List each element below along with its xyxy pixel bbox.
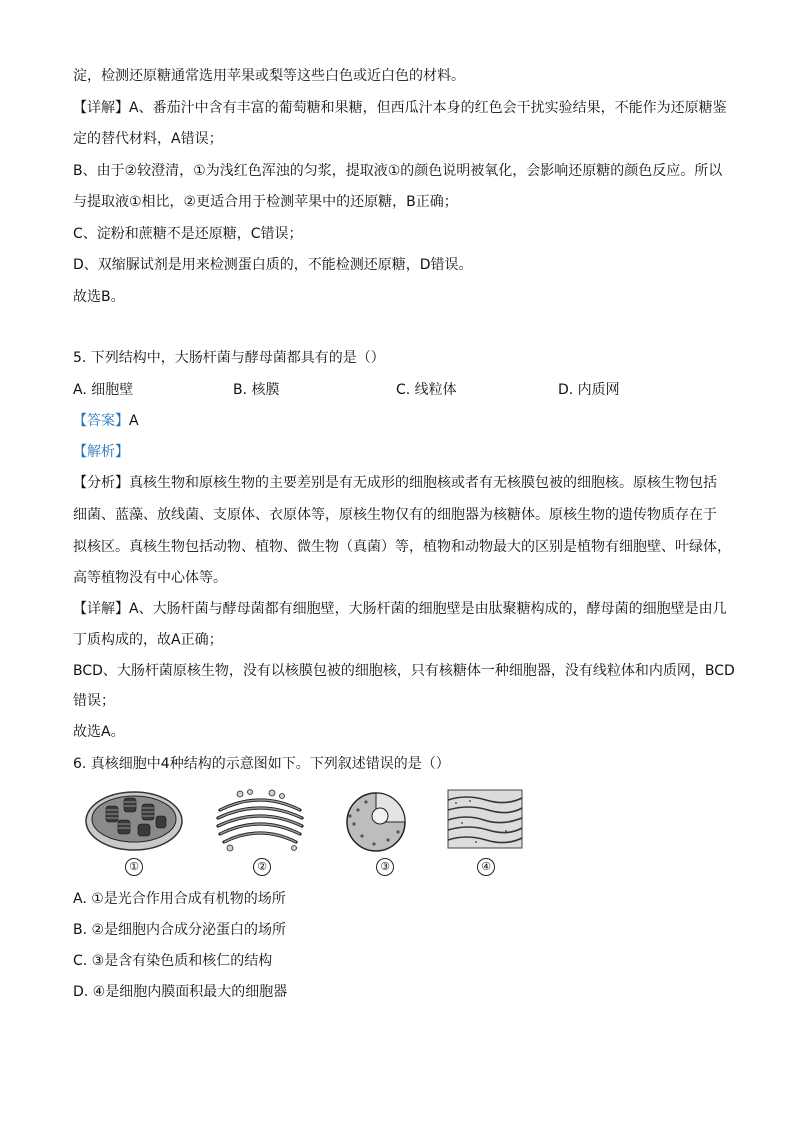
- q4-option-b-line: 与提取液①相比，②更适合用于检测苹果中的还原糖，B正确；: [73, 194, 458, 210]
- figure-label-4: ④: [477, 858, 495, 876]
- nucleus-figure: [336, 788, 416, 854]
- q5-answer: [73, 411, 139, 431]
- figure-label-1: ①: [125, 858, 143, 876]
- chloroplast-figure: [84, 788, 184, 854]
- golgi-figure: [210, 788, 310, 854]
- q5-option-a: A. 细胞壁: [73, 382, 134, 398]
- q5-analysis-line: 【分析】真核生物和原核生物的主要差别是有无成形的细胞核或者有无核膜包被的细胞核。原核生物包括: [73, 475, 717, 491]
- analysis-tag: 【解析】: [73, 444, 129, 460]
- q5-option-c: C. 线粒体: [396, 382, 457, 398]
- q5-stem: 5. 下列结构中，大肠杆菌与酵母菌都具有的是（）: [73, 350, 385, 366]
- q4-option-b-line: B、由于②较澄清，①为浅红色浑浊的匀浆，提取液①的颜色说明被氧化，会影响还原糖的颜色反应。所以: [73, 163, 723, 179]
- q5-detail-line: 错误；: [73, 693, 115, 709]
- q5-analysis-line: 高等植物没有中心体等。: [73, 570, 227, 586]
- q5-option-d: D. 内质网: [558, 382, 620, 398]
- figure-label-2: ②: [253, 858, 271, 876]
- q4-option-c-line: C、淀粉和蔗糖不是还原糖，C错误；: [73, 226, 303, 242]
- q6-option-b: B. ②是细胞内合成分泌蛋白的场所: [73, 922, 287, 938]
- q6-stem: 6. 真核细胞中4种结构的示意图如下。下列叙述错误的是（）: [73, 756, 450, 772]
- q5-analysis-line: 细菌、蓝藻、放线菌、支原体、衣原体等，原核生物仅有的细胞器为核糖体。原核生物的遗传物质存在于: [73, 507, 717, 523]
- q4-option-d-line: D、双缩脲试剂是用来检测蛋白质的，不能检测还原糖，D错误。: [73, 257, 473, 273]
- q4-detail-line: 定的替代材料，A错误；: [73, 131, 223, 147]
- q6-option-a: A. ①是光合作用合成有机物的场所: [73, 891, 286, 907]
- answer-value: A: [129, 413, 139, 429]
- q4-detail-line: 【详解】A、番茄汁中含有丰富的葡萄糖和果糖，但西瓜汁本身的红色会干扰实验结果，不能作为还原糖鉴: [73, 100, 727, 116]
- figure-label-3: ③: [376, 858, 394, 876]
- er-figure: [446, 788, 524, 850]
- q6-option-c: C. ③是含有染色质和核仁的结构: [73, 953, 273, 969]
- q5-detail-line: 丁质构成的，故A正确；: [73, 632, 223, 648]
- q5-choice: 故选A。: [73, 724, 125, 740]
- q5-analysis-line: 拟核区。真核生物包括动物、植物、微生物（真菌）等，植物和动物最大的区别是植物有细胞壁、叶绿体，: [73, 539, 731, 555]
- answer-tag: 【答案】: [73, 413, 129, 429]
- q4-choice: 故选B。: [73, 289, 125, 305]
- q4-text-line: 淀，检测还原糖通常选用苹果或梨等这些白色或近白色的材料。: [73, 68, 465, 84]
- q5-option-b: B. 核膜: [233, 382, 280, 398]
- q5-detail-line: 【详解】A、大肠杆菌与酵母菌都有细胞壁，大肠杆菌的细胞壁是由肽聚糖构成的，酵母菌的细胞壁是由几: [73, 601, 727, 617]
- q5-detail-line: BCD、大肠杆菌原核生物，没有以核膜包被的细胞核，只有核糖体一种细胞器，没有线粒体和内质网，BCD: [73, 663, 735, 679]
- q6-option-d: D. ④是细胞内膜面积最大的细胞器: [73, 984, 288, 1000]
